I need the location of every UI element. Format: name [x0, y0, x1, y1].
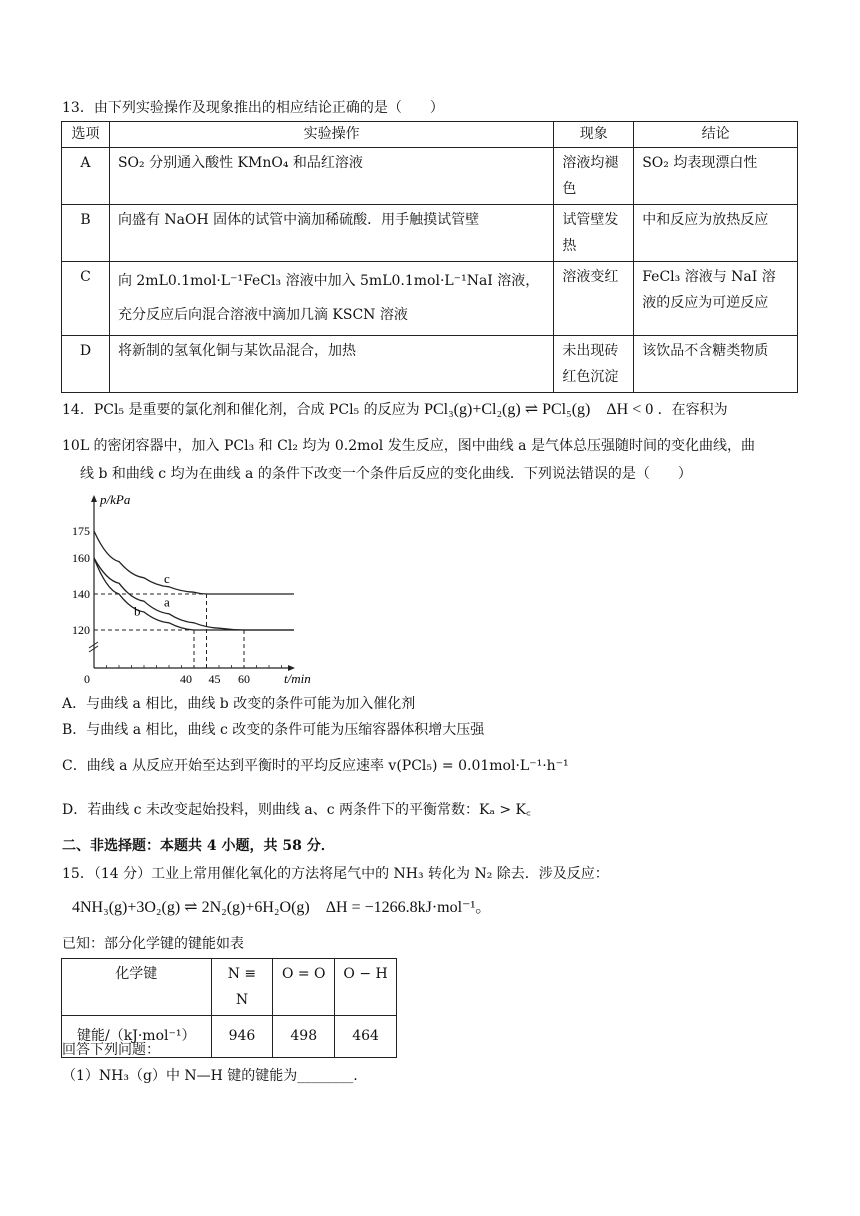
q15-equation: 4NH₃(g)+3O₂(g) ⇌ 2N₂(g)+6H₂O(g) ΔH = −1266.8kJ·mol⁻¹。 — [72, 899, 492, 916]
q14-line3: 线 b 和曲线 c 均为在曲线 a 的条件下改变一个条件后反应的变化曲线．下列说法错误的是（ ） — [80, 466, 692, 482]
x-tick-label: 45 — [208, 672, 221, 685]
series-b-label: b — [134, 603, 141, 619]
series-a-label: a — [164, 594, 170, 610]
q14-line1b: ．在容积为 — [657, 402, 728, 418]
row-operation-line1: 向 2mL0.1mol·L⁻¹FeCl₃ 溶液中加入 5mL0.1mol·L⁻¹NaI 溶液， — [117, 273, 540, 289]
bond-header: O = O — [273, 959, 335, 1016]
y-tick-label: 140 — [72, 587, 90, 601]
row-option: D — [62, 336, 110, 393]
q15-sub1: （1）NH₃（g）中 N—H 键的键能为________. — [62, 1068, 358, 1084]
table-row — [62, 336, 798, 393]
section-title: 二、非选择题：本题共 4 小题，共 58 分． — [62, 838, 335, 854]
y-axis-arrow — [91, 495, 97, 502]
x-tick-label: 40 — [180, 672, 192, 685]
pressure-time-chart — [60, 490, 320, 685]
x-tick-label: 60 — [238, 672, 250, 685]
row-option: A — [62, 148, 110, 205]
y-tick-label: 120 — [72, 623, 90, 637]
q14-line1 — [62, 400, 728, 420]
row-operation: 向盛有 NaOH 固体的试管中滴加稀硫酸．用手触摸试管壁 — [109, 205, 553, 262]
row-option: B — [62, 205, 110, 262]
row-operation — [109, 262, 553, 336]
col-header-option: 选项 — [62, 122, 110, 148]
row-conclusion: SO₂ 均表现漂白性 — [634, 148, 798, 205]
row-conclusion: 中和反应为放热反应 — [634, 205, 798, 262]
q14-option-d: D．若曲线 c 未改变起始投料，则曲线 a、c 两条件下的平衡常数：Kₐ > K꜀ — [62, 802, 531, 818]
q14-line2: 10L 的密闭容器中，加入 PCl₃ 和 Cl₂ 均为 0.2mol 发生反应，图中曲线 a 是气体总压强随时间的变化曲线，曲 — [62, 438, 755, 454]
col-header-operation: 实验操作 — [109, 122, 553, 148]
bond-value: 946 — [211, 1016, 273, 1058]
series-c-curve — [94, 531, 294, 594]
row-phenomenon: 溶液均褪色 — [554, 148, 634, 205]
series-c-label: c — [164, 571, 170, 587]
col-header-phenomenon: 现象 — [554, 122, 634, 148]
row-phenomenon: 溶液变红 — [554, 262, 634, 336]
bond-value: 464 — [335, 1016, 397, 1058]
y-axis-label: p/kPa — [100, 492, 131, 507]
table-row — [62, 148, 798, 205]
row-phenomenon: 试管壁发热 — [554, 205, 634, 262]
row-conclusion: 该饮品不含糖类物质 — [634, 336, 798, 393]
bond-header: N ≡ N — [211, 959, 273, 1016]
row-operation-line2: 充分反应后向混合溶液中滴加几滴 KSCN 溶液 — [117, 307, 408, 323]
q14-option-b: B．与曲线 a 相比，曲线 c 改变的条件可能为压缩容器体积增大压强 — [62, 722, 485, 738]
q15-answer-prompt: 回答下列问题： — [62, 1042, 160, 1058]
table-row — [62, 262, 798, 336]
bond-header: 化学键 — [62, 959, 212, 1016]
bond-header: O − H — [335, 959, 397, 1016]
y-tick-label: 175 — [72, 524, 90, 538]
row-operation: 将新制的氢氧化铜与某饮品混合，加热 — [109, 336, 553, 393]
row-operation: SO₂ 分别通入酸性 KMnO₄ 和品红溶液 — [109, 148, 553, 205]
q13-table — [61, 121, 798, 393]
bond-value: 498 — [273, 1016, 335, 1058]
q15-known: 已知：部分化学键的键能如表 — [62, 936, 244, 952]
table-row — [62, 205, 798, 262]
row-conclusion: FeCl₃ 溶液与 NaI 溶液的反应为可逆反应 — [634, 262, 798, 336]
x-tick-label: 0 — [84, 672, 90, 685]
col-header-conclusion: 结论 — [634, 122, 798, 148]
bond-row-label: 键能/（kJ·mol⁻¹） — [62, 1016, 212, 1058]
x-axis-label: t/min — [284, 671, 311, 685]
q13-stem: 13．由下列实验操作及现象推出的相应结论正确的是（ ） — [62, 100, 444, 116]
q15-line1: 15．（14 分）工业上常用催化氧化的方法将尾气中的 NH₃ 转化为 N₂ 除去．涉及反应： — [62, 866, 609, 882]
q14-equation: PCl₃(g)+Cl₂(g) ⇌ PCl₅(g) ΔH < 0 — [424, 401, 654, 418]
row-option: C — [62, 262, 110, 336]
q14-option-c: C．曲线 a 从反应开始至达到平衡时的平均反应速率 v(PCl₅) = 0.01mol·L⁻¹·h⁻¹ — [62, 758, 569, 774]
y-tick-label: 160 — [72, 551, 90, 565]
q14-line1a: 14．PCl₅ 是重要的氯化剂和催化剂，合成 PCl₅ 的反应为 — [62, 402, 420, 418]
row-phenomenon: 未出现砖红色沉淀 — [554, 336, 634, 393]
q14-option-a: A．与曲线 a 相比，曲线 b 改变的条件可能为加入催化剂 — [62, 696, 416, 712]
